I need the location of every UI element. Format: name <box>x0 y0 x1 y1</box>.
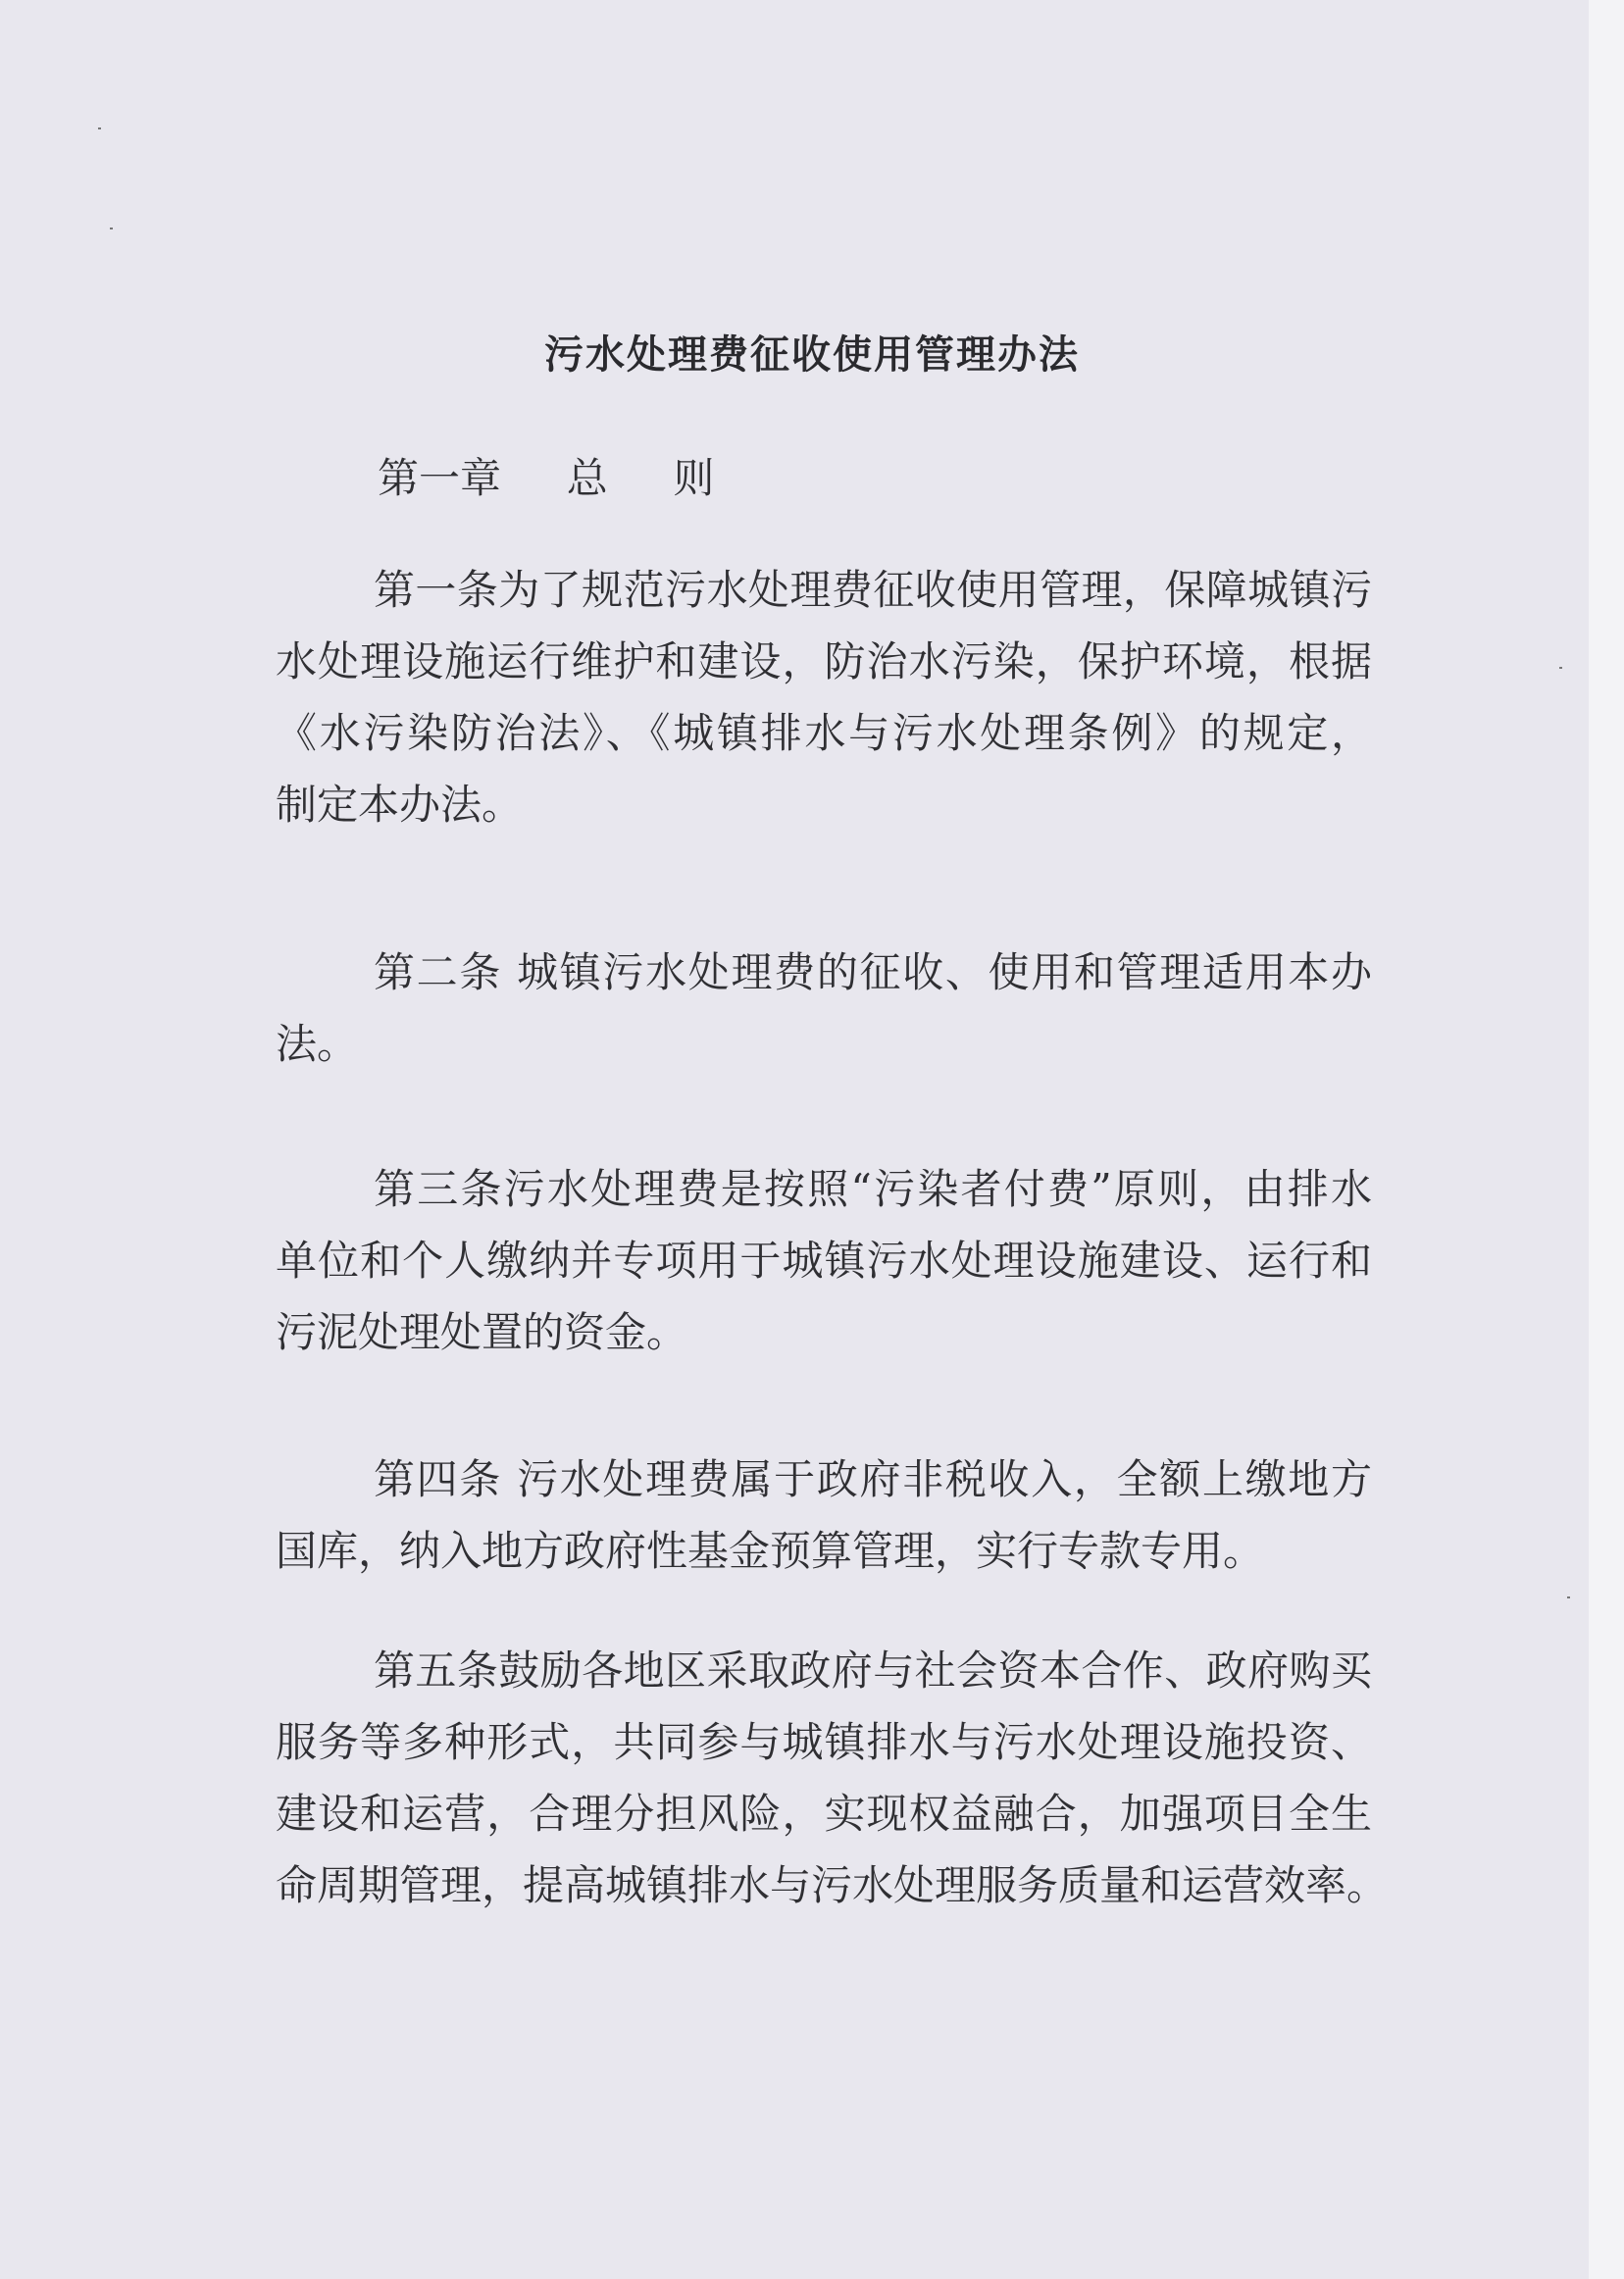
text-line: 法。 <box>276 1020 359 1068</box>
text-line: 第一条为了规范污水处理费征收使用管理，保障城镇污 <box>374 566 1372 614</box>
text-line: 单位和个人缴纳并专项用于城镇污水处理设施建设、运行和 <box>276 1237 1372 1285</box>
scan-speck <box>1567 1596 1570 1598</box>
scan-speck <box>98 127 101 129</box>
text-line: 国库，纳入地方政府性基金预算管理，实行专款专用。 <box>276 1527 1265 1575</box>
scan-speck <box>110 228 113 229</box>
text-line: 服务等多种形式，共同参与城镇排水与污水处理设施投资、 <box>276 1718 1372 1766</box>
text-line: 第三条污水处理费是按照“污染者付费”原则，由排水 <box>374 1165 1372 1213</box>
text-line: 第二条 城镇污水处理费的征收、使用和管理适用本办 <box>374 948 1372 996</box>
article-2 <box>276 937 1372 1080</box>
article-5 <box>276 1635 1389 1921</box>
text-line: 《水污染防治法》、《城镇排水与污水处理条例》的规定， <box>276 709 1372 757</box>
text-line: 制定本办法。 <box>276 781 524 829</box>
text-line: 水处理设施运行维护和建设，防治水污染，保护环境，根据 <box>276 637 1372 685</box>
text-line: 建设和运营，合理分担风险，实现权益融合，加强项目全生 <box>276 1790 1372 1838</box>
text-line: 第四条 污水处理费属于政府非税收入，全额上缴地方 <box>374 1455 1372 1503</box>
chapter-heading: 第一章 总 则 <box>378 454 715 502</box>
document-title: 污水处理费征收使用管理办法 <box>544 331 1080 378</box>
text-line: 第五条鼓励各地区采取政府与社会资本合作、政府购买 <box>374 1646 1372 1695</box>
article-4 <box>276 1443 1372 1587</box>
text-line: 命周期管理，提高城镇排水与污水处理服务质量和运营效率。 <box>276 1861 1389 1909</box>
article-1 <box>276 554 1372 840</box>
text-line: 污泥处理处置的资金。 <box>276 1308 688 1356</box>
article-3 <box>276 1153 1372 1368</box>
scan-speck <box>1559 667 1562 669</box>
